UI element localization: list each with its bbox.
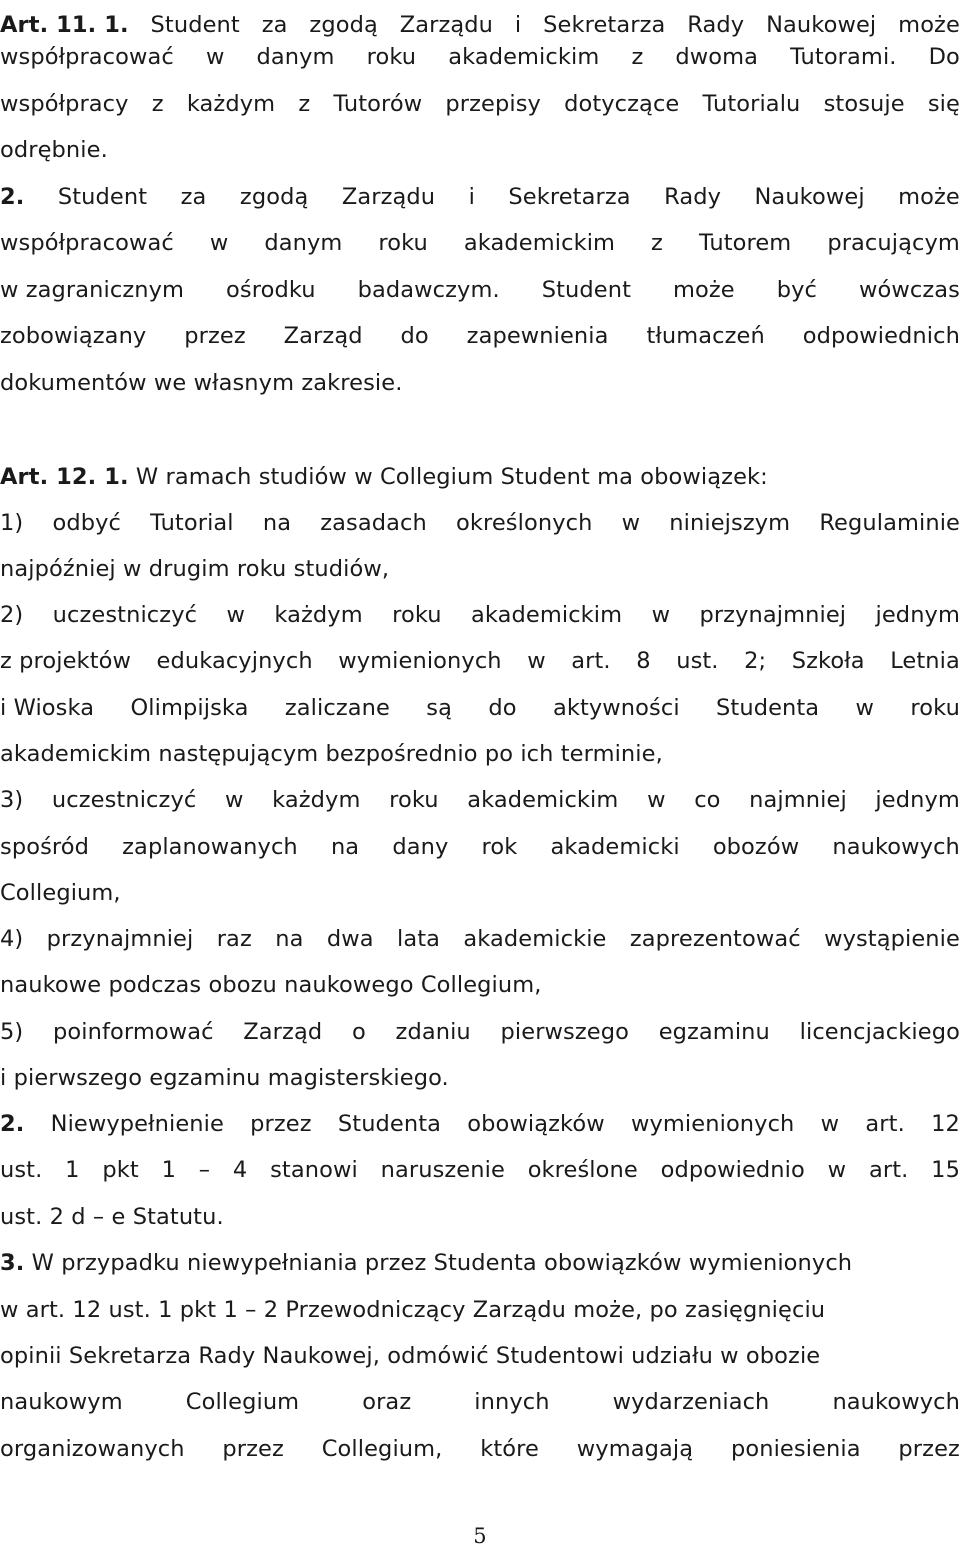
word: danym	[264, 230, 343, 256]
word: przez	[184, 323, 246, 349]
word: Letnia	[890, 648, 960, 674]
word: są	[426, 695, 453, 721]
word: akademickim	[471, 602, 623, 628]
word: z projektów	[0, 648, 131, 674]
word: ust.	[0, 1157, 43, 1183]
word: w	[205, 44, 225, 70]
text-line	[0, 783, 960, 817]
list-number: 1)	[0, 510, 24, 536]
word: art.	[868, 1157, 909, 1183]
word: rok	[481, 834, 518, 860]
word: naukowym	[0, 1389, 123, 1415]
word: Naukowej	[754, 184, 865, 210]
word: najmniej	[749, 787, 847, 813]
word: wymienionych	[631, 1111, 795, 1137]
word: o	[351, 1019, 366, 1045]
text-line	[0, 1153, 960, 1187]
word: do	[488, 695, 517, 721]
word: art.	[571, 648, 611, 674]
list-number: 2)	[0, 602, 24, 628]
word: zapewnienia	[466, 323, 609, 349]
word: danym	[256, 44, 335, 70]
word: z	[651, 230, 663, 256]
word: z	[151, 91, 164, 117]
word: określonych	[456, 510, 593, 536]
word: 12	[931, 1111, 960, 1137]
word: ust.	[676, 648, 719, 674]
word: w	[651, 602, 671, 628]
word: za	[180, 184, 207, 210]
word: dany	[392, 834, 449, 860]
word: które	[480, 1436, 539, 1462]
text-line	[0, 366, 960, 400]
text-line	[0, 506, 960, 540]
word: zasadach	[320, 510, 427, 536]
word: roku	[392, 602, 442, 628]
word: w	[224, 787, 244, 813]
word: za	[261, 12, 288, 38]
word: Niewypełnienie	[50, 1111, 224, 1137]
word: odrębnie.	[0, 137, 108, 163]
word: spośród	[0, 834, 89, 860]
word: każdym	[274, 602, 363, 628]
word: Tutorial	[150, 510, 234, 536]
word: w art. 12 ust. 1 pkt 1 – 2 Przewodniczący Zarządu może, po zasięgnięciu	[0, 1297, 826, 1323]
word: współpracować	[0, 44, 174, 70]
word: opinii Sekretarza Rady Naukowej, odmówić Studentowi udziału w obozie	[0, 1343, 821, 1369]
word: odpowiednio	[660, 1157, 805, 1183]
word: określone	[527, 1157, 638, 1183]
word: 1	[65, 1157, 80, 1183]
word: organizowanych	[0, 1436, 185, 1462]
word: poniesienia	[730, 1436, 861, 1462]
word: Zarządu	[399, 12, 494, 38]
word: Studenta	[337, 1111, 442, 1137]
text-line	[0, 180, 960, 214]
word: być	[776, 277, 817, 303]
word: zaliczane	[284, 695, 390, 721]
word: odpowiednich	[802, 323, 960, 349]
word: akademickie	[463, 926, 607, 952]
word: przepisy	[445, 91, 541, 117]
text-line	[0, 1339, 960, 1373]
word: obowiązków	[467, 1111, 605, 1137]
word: w	[855, 695, 875, 721]
word: W przypadku niewypełniania przez Studenta obowiązków wymienionych	[31, 1250, 853, 1276]
word: akademicki	[550, 834, 680, 860]
text-line	[0, 460, 960, 494]
word: oraz	[362, 1389, 412, 1415]
word: akademickim	[463, 230, 616, 256]
word: wymagają	[576, 1436, 694, 1462]
word: przez	[898, 1436, 960, 1462]
word: jednym	[875, 787, 960, 813]
paragraph-number: 2.	[0, 1111, 25, 1137]
word: współpracy	[0, 91, 129, 117]
list-number: 4)	[0, 926, 24, 952]
word: Regulaminie	[819, 510, 960, 536]
word: wówczas	[858, 277, 960, 303]
word: przez	[250, 1111, 312, 1137]
word: dokumentów we własnym zakresie.	[0, 370, 403, 396]
word: 1	[161, 1157, 176, 1183]
text-line	[0, 87, 960, 121]
word: Student	[150, 12, 240, 38]
word: jednym	[875, 602, 960, 628]
page-number: 5	[473, 1524, 487, 1548]
word: niniejszym	[669, 510, 791, 536]
word: W ramach studiów w Collegium Student ma obowiązek:	[135, 464, 768, 490]
word: zaplanowanych	[122, 834, 298, 860]
word: dwa	[326, 926, 374, 952]
word: Collegium,	[0, 880, 121, 906]
word: zobowiązany	[0, 323, 147, 349]
word: odbyć	[52, 510, 121, 536]
word: zaprezentować	[629, 926, 801, 952]
text-line	[0, 1246, 960, 1280]
paragraph-number: 2.	[0, 184, 25, 210]
text-line	[0, 737, 960, 771]
word: może	[898, 12, 960, 38]
text-line	[0, 319, 960, 353]
word: i	[468, 184, 475, 210]
text-line	[0, 273, 960, 307]
word: Student	[541, 277, 631, 303]
word: roku	[910, 695, 960, 721]
word: zdaniu	[395, 1019, 471, 1045]
word: może	[672, 277, 735, 303]
word: 2;	[744, 648, 767, 674]
word: Do	[928, 44, 960, 70]
word: Collegium	[185, 1389, 300, 1415]
word: w	[820, 1111, 840, 1137]
word: Naukowej	[766, 12, 877, 38]
paragraph-number: 3.	[0, 1250, 25, 1276]
word: wymienionych	[338, 648, 502, 674]
word: licencjackiego	[799, 1019, 960, 1045]
word: wystąpienie	[824, 926, 960, 952]
text-line	[0, 922, 960, 956]
text-line	[0, 40, 960, 74]
word: roku	[378, 230, 428, 256]
word: naruszenie	[380, 1157, 505, 1183]
word: tłumaczeń	[646, 323, 765, 349]
word: każdym	[272, 787, 361, 813]
word: Student	[57, 184, 148, 210]
text-line	[0, 1293, 960, 1327]
word: 15	[931, 1157, 960, 1183]
word: współpracować	[0, 230, 174, 256]
word: w	[209, 230, 229, 256]
word: 8	[636, 648, 651, 674]
word: w	[226, 602, 245, 628]
word: na	[262, 510, 292, 536]
text-line	[0, 226, 960, 260]
word: i pierwszego egzaminu magisterskiego.	[0, 1065, 449, 1091]
text-line	[0, 1432, 960, 1466]
word: i Wioska	[0, 695, 95, 721]
word: Zarządu	[341, 184, 436, 210]
word: aktywności	[552, 695, 680, 721]
word: art.	[865, 1111, 905, 1137]
text-line	[0, 968, 960, 1002]
word: Zarząd	[243, 1019, 323, 1045]
word: w zagranicznym	[0, 277, 185, 303]
word: w	[647, 787, 666, 813]
word: dwoma	[675, 44, 759, 70]
word: do	[400, 323, 429, 349]
word: pierwszego	[500, 1019, 629, 1045]
word: Rady	[687, 12, 745, 38]
word: lata	[396, 926, 441, 952]
word: Collegium,	[321, 1436, 443, 1462]
text-line	[0, 691, 960, 725]
word: może	[898, 184, 960, 210]
text-line	[0, 598, 960, 632]
text-line	[0, 644, 960, 678]
word: Tutorialu	[702, 91, 801, 117]
word: Studenta	[716, 695, 820, 721]
word: uczestniczyć	[51, 787, 197, 813]
word: najpóźniej w drugim roku studiów,	[0, 556, 390, 582]
word: innych	[474, 1389, 550, 1415]
word: obozów	[712, 834, 800, 860]
word: edukacyjnych	[156, 648, 313, 674]
word: Tutorami.	[790, 44, 897, 70]
word: roku	[366, 44, 417, 70]
text-line	[0, 1015, 960, 1049]
text-line	[0, 133, 960, 167]
word: w	[527, 648, 546, 674]
word: stosuje	[823, 91, 905, 117]
word: Tutorów	[333, 91, 423, 117]
word: się	[927, 91, 960, 117]
word: w	[621, 510, 641, 536]
text-line	[0, 552, 960, 586]
word: Sekretarza	[508, 184, 631, 210]
word: co	[694, 787, 721, 813]
word: Tutorem	[698, 230, 792, 256]
text-line	[0, 1385, 960, 1419]
word: egzaminu	[658, 1019, 770, 1045]
word: przez	[222, 1436, 284, 1462]
word: zgodą	[309, 12, 378, 38]
word: z	[298, 91, 311, 117]
word: i	[514, 12, 522, 38]
word: naukowych	[832, 834, 960, 860]
text-line	[0, 1061, 960, 1095]
word: przynajmniej	[46, 926, 194, 952]
word: Sekretarza	[543, 12, 666, 38]
text-line	[0, 830, 960, 864]
word: badawczym.	[357, 277, 500, 303]
word: Olimpijska	[130, 695, 249, 721]
word: z	[631, 44, 644, 70]
article-number: Art. 11. 1.	[0, 12, 129, 38]
word: Rady	[664, 184, 722, 210]
word: raz	[216, 926, 252, 952]
word: –	[198, 1157, 211, 1183]
word: naukowych	[832, 1389, 960, 1415]
list-number: 5)	[0, 1019, 24, 1045]
text-line	[0, 8, 960, 42]
word: ust. 2 d – e Statutu.	[0, 1204, 224, 1230]
word: stanowi	[270, 1157, 358, 1183]
word: roku	[389, 787, 439, 813]
word: 4	[232, 1157, 248, 1183]
word: wydarzeniach	[612, 1389, 770, 1415]
word: na	[275, 926, 304, 952]
word: każdym	[186, 91, 276, 117]
word: akademickim następującym bezpośrednio po ich terminie,	[0, 741, 663, 767]
word: akademickim	[467, 787, 619, 813]
word: na	[330, 834, 360, 860]
word: naukowe podczas obozu naukowego Collegium,	[0, 972, 542, 998]
text-line	[0, 1107, 960, 1141]
word: Szkoła	[791, 648, 865, 674]
article-number: Art. 12. 1.	[0, 464, 129, 490]
word: dotyczące	[564, 91, 680, 117]
word: ośrodku	[226, 277, 316, 303]
word: uczestniczyć	[52, 602, 198, 628]
word: Zarząd	[283, 323, 363, 349]
word: w	[827, 1157, 847, 1183]
list-number: 3)	[0, 787, 24, 813]
word: poinformować	[53, 1019, 214, 1045]
word: akademickim	[448, 44, 600, 70]
text-line	[0, 876, 960, 910]
word: zgodą	[239, 184, 309, 210]
word: pkt	[102, 1157, 139, 1183]
word: pracującym	[827, 230, 960, 256]
word: przynajmniej	[699, 602, 847, 628]
text-line	[0, 1200, 960, 1234]
